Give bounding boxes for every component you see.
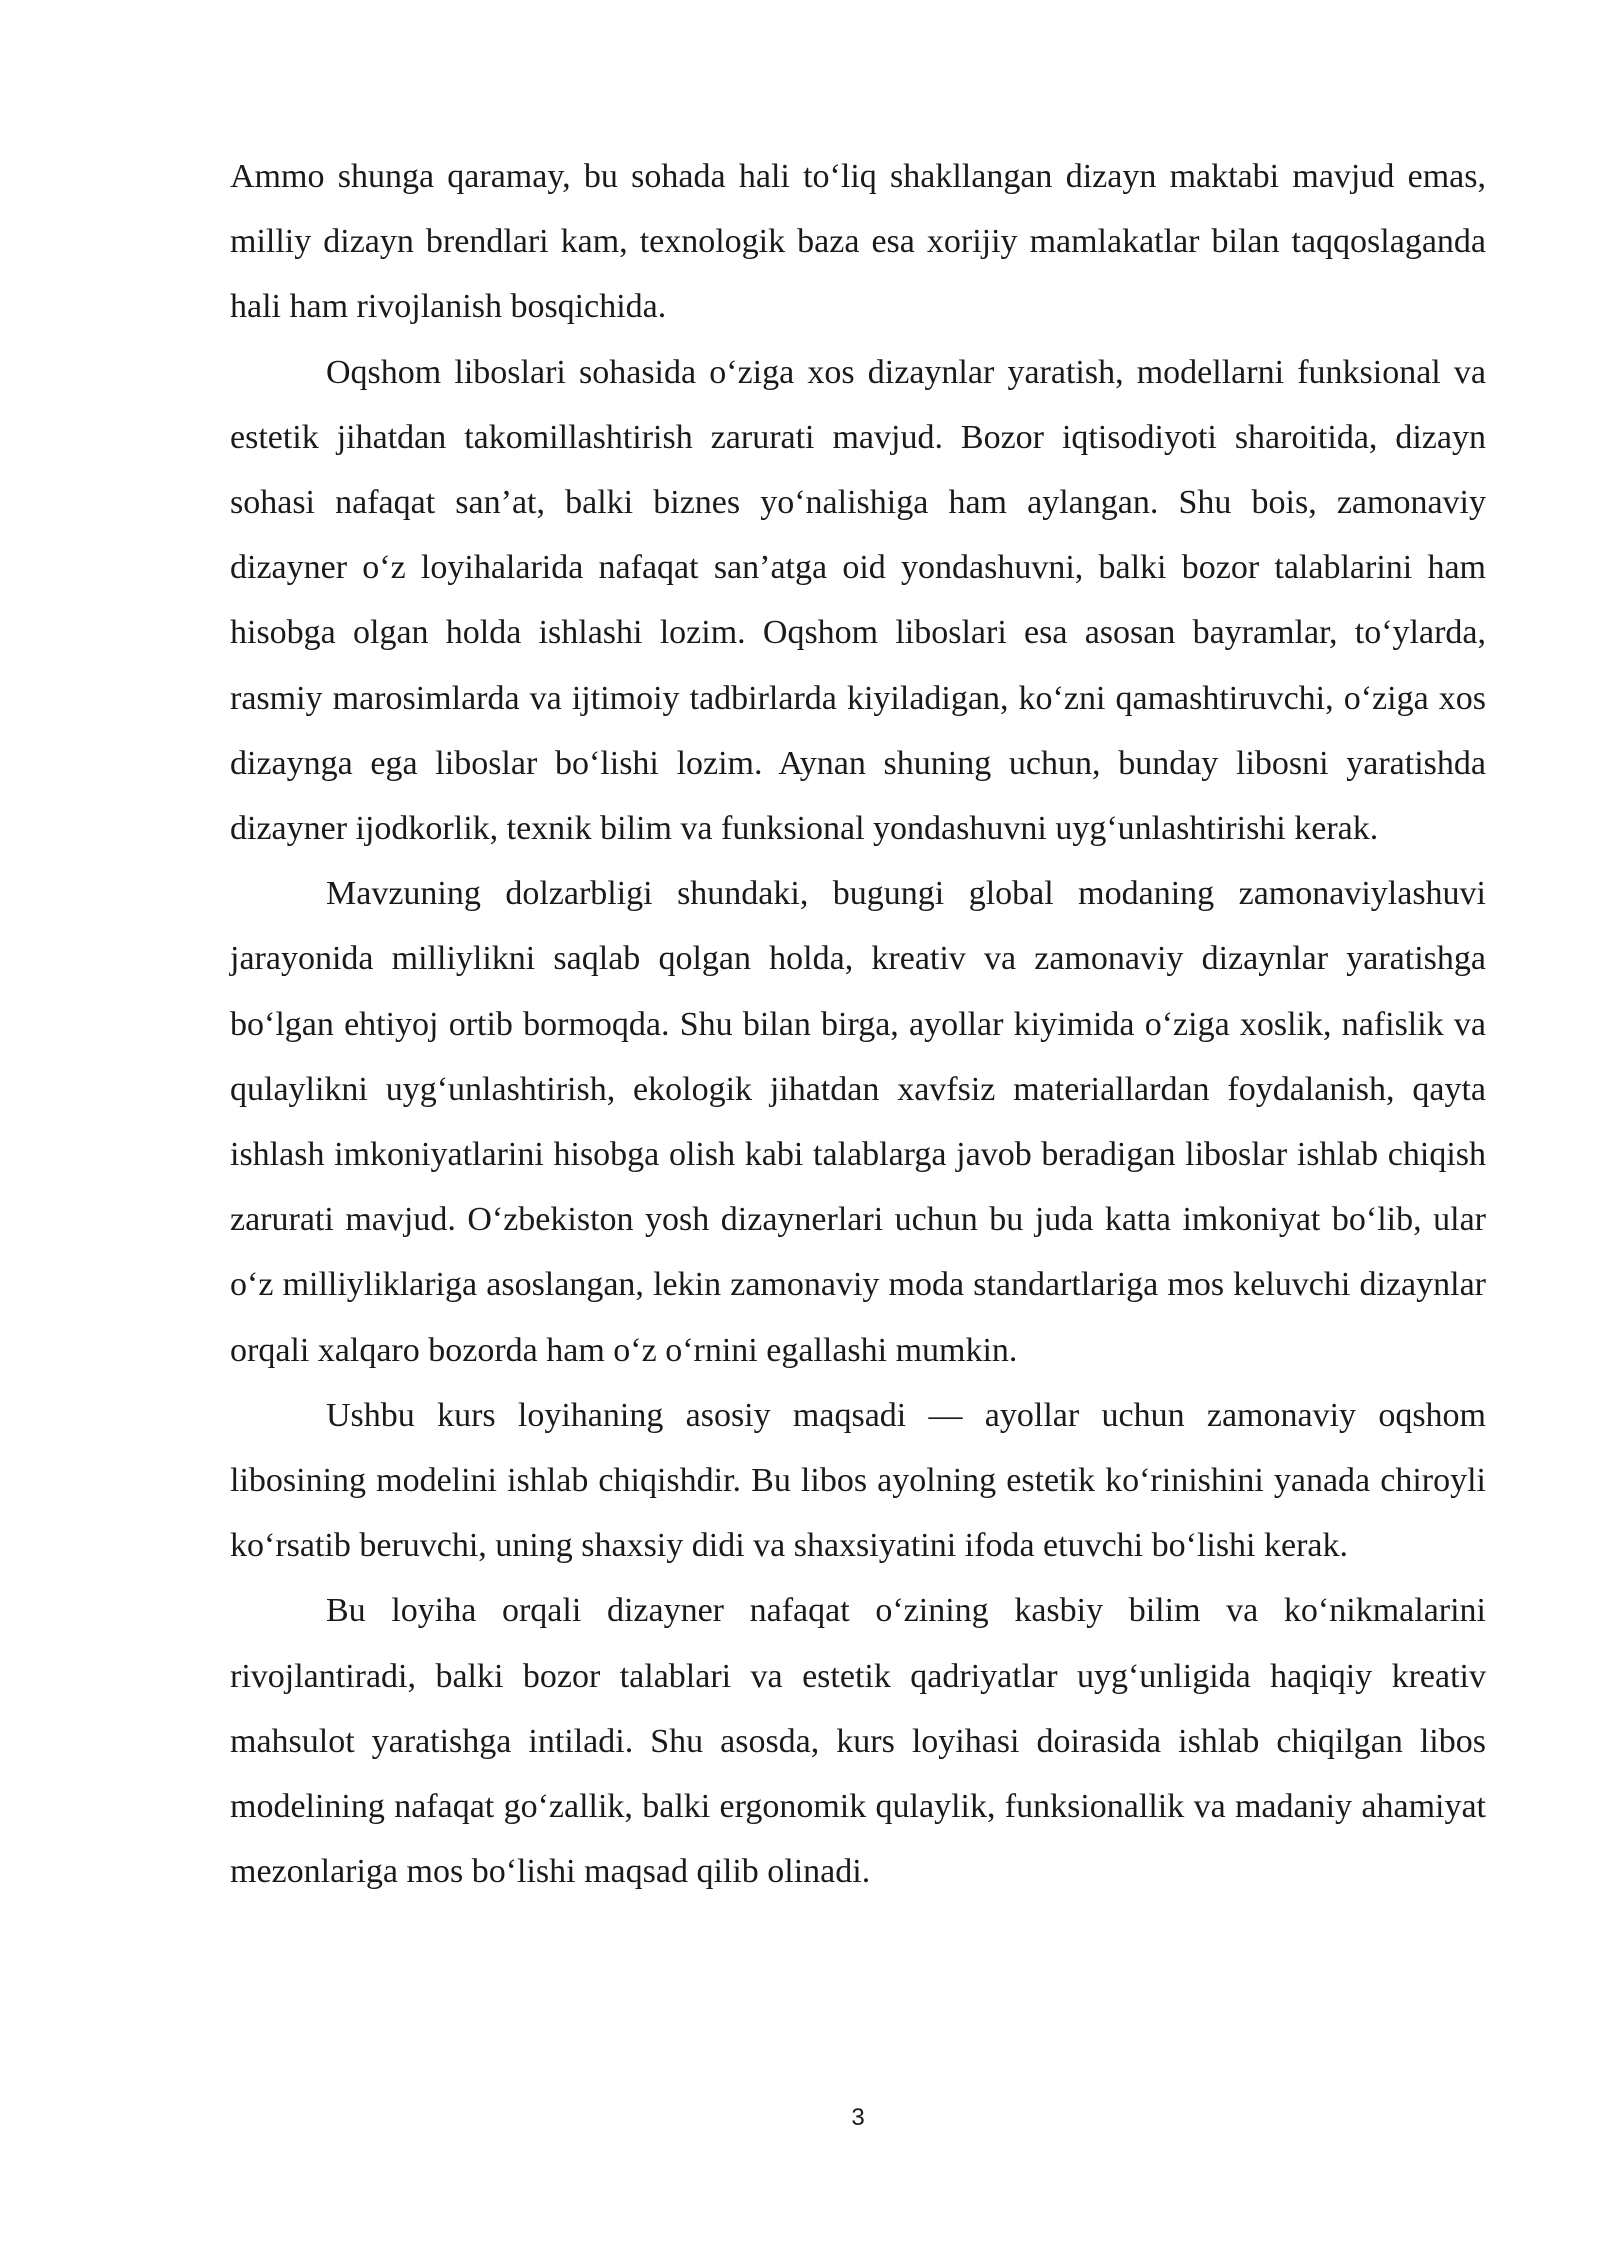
page-number: 3: [851, 2104, 865, 2131]
paragraph: Ushbu kurs loyihaning asosiy maqsadi — ayollar uchun zamonaviy oqshom libosining modelini ishlab chiqishdir. Bu libos ayolning estetik ko‘rinishini yanada chiroyli ko‘rsatib beruvchi, uning shaxsiy didi va shaxsiyatini ifoda etuvchi bo‘lishi kerak.: [230, 1396, 1486, 1565]
paragraph: Mavzuning dolzarbligi shundaki, bugungi global modaning zamonaviylashuvi jarayonida milliylikni saqlab qolgan holda, kreativ va zamonaviy dizaynlar yaratishga bo‘lgan ehtiyoj ortib bormoqda. Shu bilan birga, ayollar kiyimida o‘ziga xoslik, nafislik va qulaylikni uyg‘unlashtirish, ekologik jihatdan xavfsiz materiallardan foydalanish, qayta ishlash imkoniyatlarini hisobga olish kabi talablarga javob beradigan liboslar ishlab chiqish zarurati mavjud. O‘zbekiston yosh dizaynerlari uchun bu juda katta imkoniyat bo‘lib, ular o‘z milliyliklariga asoslangan, lekin zamonaviy moda standartlariga mos keluvchi dizaynlar orqali xalqaro bozorda ham o‘z o‘rnini egallashi mumkin.: [230, 875, 1486, 1369]
paragraph: Bu loyiha orqali dizayner nafaqat o‘zining kasbiy bilim va ko‘nikmalarini rivojlantiradi, balki bozor talablari va estetik qadriyatlar uyg‘unligida haqiqiy kreativ mahsulot yaratishga intiladi. Shu asosda, kurs loyihasi doirasida ishlab chiqilgan libos modelining nafaqat go‘zallik, balki ergonomik qulaylik, funksionallik va madaniy ahamiyat mezonlariga mos bo‘lishi maqsad qilib olinadi.: [230, 1592, 1486, 1891]
body-text: [230, 144, 1486, 1904]
paragraph: Oqshom liboslari sohasida o‘ziga xos dizaynlar yaratish, modellarni funksional va estetik jihatdan takomillashtirish zarurati mavjud. Bozor iqtisodiyoti sharoitida, dizayn sohasi nafaqat san’at, balki biznes yo‘nalishiga ham aylangan. Shu bois, zamonaviy dizayner o‘z loyihalarida nafaqat san’atga oid yondashuvni, balki bozor talablarini ham hisobga olgan holda ishlashi lozim. Oqshom liboslari esa asosan bayramlar, to‘ylarda, rasmiy marosimlarda va ijtimoiy tadbirlarda kiyiladigan, ko‘zni qamashtiruvchi, o‘ziga xos dizaynga ega liboslar bo‘lishi lozim. Aynan shuning uchun, bunday libosni yaratishda dizayner ijodkorlik, texnik bilim va funksional yondashuvni uyg‘unlashtirishi kerak.: [230, 353, 1486, 848]
paragraph: Ammo shunga qaramay, bu sohada hali to‘liq shakllangan dizayn maktabi mavjud emas, milliy dizayn brendlari kam, texnologik baza esa xorijiy mamlakatlar bilan taqqoslaganda hali ham rivojlanish bosqichida.: [230, 158, 1486, 326]
